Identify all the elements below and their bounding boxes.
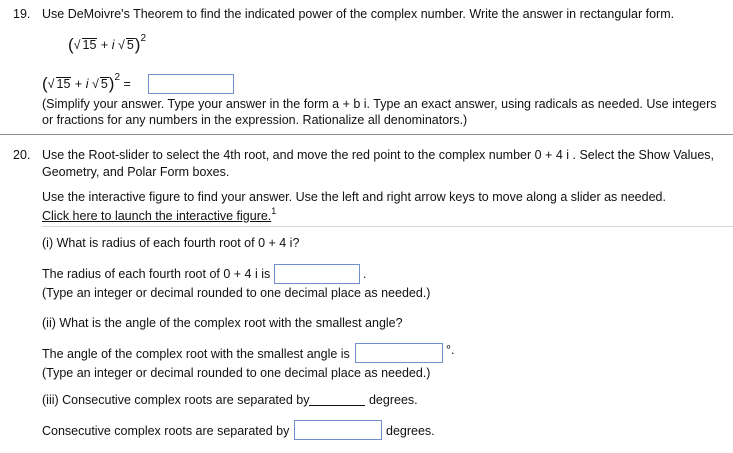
q19-expression-display: [68, 33, 146, 55]
sqrt-5: √ 5: [117, 38, 134, 52]
part-ii-hint: (Type an integer or decimal rounded to one decimal place as needed.): [42, 366, 431, 380]
plus-sign: +: [97, 38, 112, 52]
part-iii-label: Consecutive complex roots are separated by: [42, 424, 290, 438]
q20-number: 20.: [13, 148, 31, 162]
plus-sign: +: [71, 77, 86, 91]
q19-answer-expression: [42, 72, 131, 94]
q19-instruction: Use DeMoivre's Theorem to find the indicated power of the complex number. Write the answer in rectangular form.: [42, 7, 675, 21]
part-iii-question: [42, 393, 418, 407]
q20-instruction-line1: Use the Root-slider to select the 4th root, and move the red point to the complex number 0 + 4 i . Select the Show Values,: [42, 148, 715, 162]
q20-instruction-line2: Geometry, and Polar Form boxes.: [42, 165, 230, 179]
q20-launch-link-row: [42, 206, 276, 223]
q19-number: 19.: [13, 7, 31, 21]
separation-answer-input[interactable]: [294, 420, 382, 440]
footnote-marker: 1: [271, 206, 277, 216]
q19-hint-line2: or fractions for any numbers in the expression. Rationalize all denominators.): [42, 113, 468, 127]
sqrt-15: √ 15: [47, 77, 71, 91]
radius-answer-input[interactable]: [274, 264, 360, 284]
part-iii-question-text: (iii) Consecutive complex roots are separated by: [42, 393, 310, 407]
imaginary-i: i: [85, 77, 89, 91]
question-divider: [0, 134, 733, 135]
open-paren: (: [42, 74, 48, 93]
radicand-15: 15: [56, 77, 71, 91]
launch-interactive-figure-link[interactable]: Click here to launch the interactive figure.: [42, 209, 272, 223]
sqrt-15: √ 15: [73, 38, 97, 52]
exponent: 2: [140, 33, 147, 44]
equals-sign: =: [123, 77, 131, 91]
sqrt-5: √ 5: [91, 77, 108, 91]
part-i-period: .: [363, 267, 367, 281]
open-paren: (: [68, 35, 74, 54]
angle-answer-input[interactable]: [355, 343, 443, 363]
part-i-hint: (Type an integer or decimal rounded to one decimal place as needed.): [42, 286, 431, 300]
close-paren: ): [134, 35, 141, 54]
part-ii-question: (ii) What is the angle of the complex root with the smallest angle?: [42, 316, 403, 330]
exponent: 2: [114, 72, 121, 83]
close-paren: ): [108, 74, 115, 93]
part-ii-label: The angle of the complex root with the smallest angle is: [42, 347, 350, 361]
radicand-5: 5: [126, 38, 134, 52]
part-iii-suffix: degrees.: [386, 424, 435, 438]
part-i-question: (i) What is radius of each fourth root of 0 + 4 i?: [42, 236, 300, 250]
imaginary-i: i: [111, 38, 115, 52]
section-separator: [42, 226, 733, 227]
radicand-5: 5: [100, 77, 108, 91]
part-i-label: The radius of each fourth root of 0 + 4 i is: [42, 267, 271, 281]
part-iii-question-suffix: degrees.: [368, 393, 418, 407]
q19-answer-input[interactable]: [148, 74, 234, 94]
q20-interactive-text: Use the interactive figure to find your answer. Use the left and right arrow keys to move along a slider as needed.: [42, 190, 666, 204]
radicand-15: 15: [82, 38, 97, 52]
degree-symbol: °.: [446, 343, 455, 357]
answer-blank: [309, 394, 365, 406]
q19-hint-line1: (Simplify your answer. Type your answer in the form a + b i. Type an exact answer, using radicals as needed. Use integers: [42, 97, 717, 111]
